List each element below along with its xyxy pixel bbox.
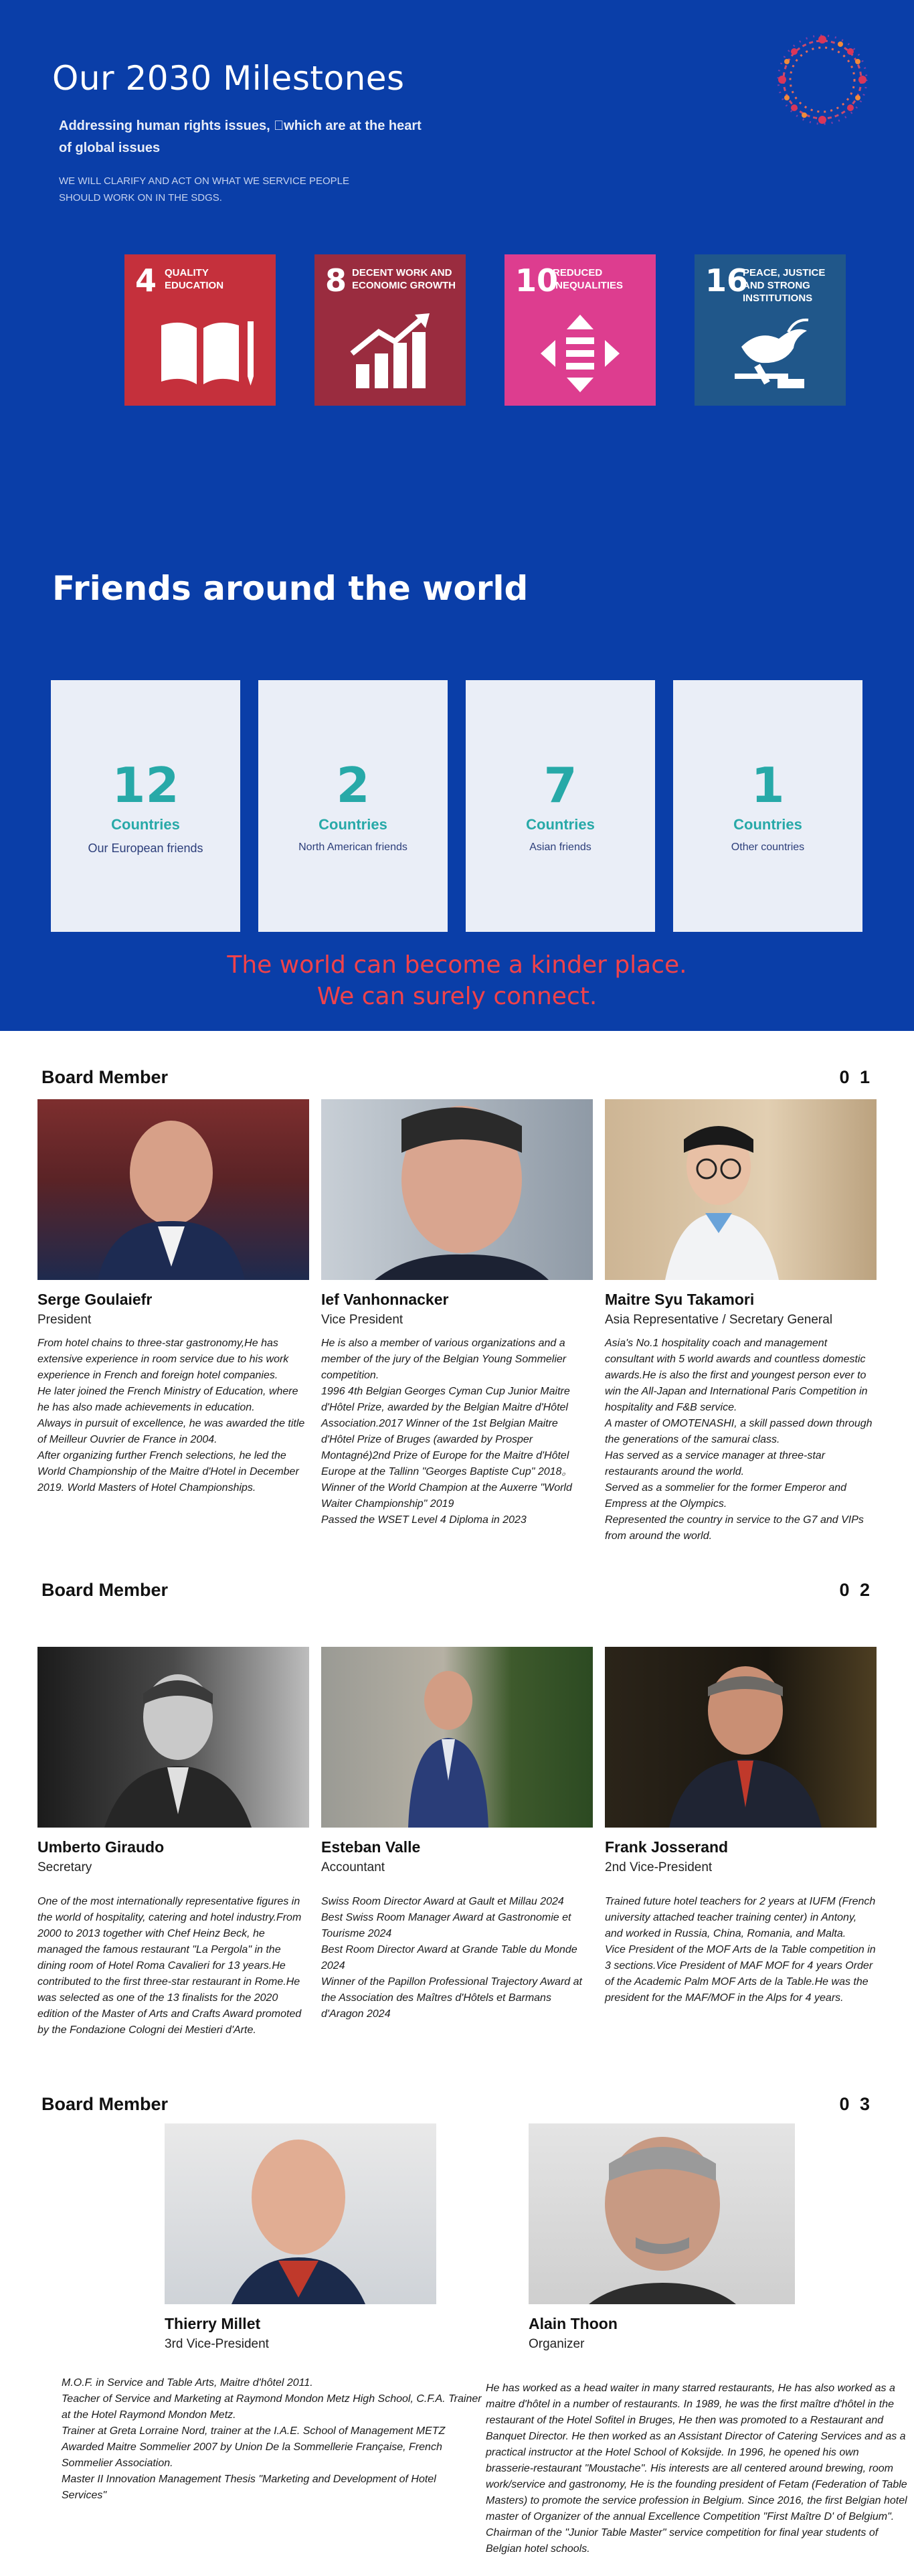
- member-role: President: [37, 1313, 92, 1327]
- board-section-2: [0, 1546, 914, 2061]
- milestones-caption: WE WILL CLARIFY AND ACT ON WHAT WE SERVICE PEOPLE SHOULD WORK ON IN THE SDGS.: [59, 175, 349, 204]
- slogan-line-1: The world can become a kinder place.: [227, 951, 687, 979]
- portrait-silhouette: [529, 2123, 795, 2304]
- stat-count: 7: [543, 757, 577, 813]
- milestones-subtitle: Addressing human rights issues,  which are at the heart of global issues: [59, 118, 422, 155]
- sdg-label: DECENT WORK AND ECONOMIC GROWTH: [352, 267, 456, 291]
- member-photo: [605, 1099, 877, 1280]
- stat-desc: Other countries: [731, 841, 805, 853]
- friends-stats: [51, 680, 862, 932]
- portrait-silhouette: [165, 2123, 436, 2304]
- member-bio: From hotel chains to three-star gastronomy,He has extensive experience in room service due to his work experience in French and foreign hotel companies. He later joined the French Ministry of Education, where he has also made achievements in education. Always in pursuit of excellence, he was awarded the title of Meilleur Ouvrier de France in 2004. After organizing further French selections, he led the World Championship of the Maitre d'Hotel in December 2019. World Masters of Hotel Championships.: [37, 1338, 305, 1494]
- sdg-number: 4: [135, 262, 157, 299]
- member-name: Ief Vanhonnacker: [321, 1291, 449, 1308]
- member-name: Esteban Valle: [321, 1838, 421, 1856]
- floral-wreath-icon: [773, 31, 871, 129]
- member-card: [529, 2123, 795, 2352]
- friends-title: Friends around the world: [52, 569, 529, 608]
- member-name: Umberto Giraudo: [37, 1838, 165, 1856]
- member-card: [605, 1647, 877, 2006]
- milestones-section: [0, 0, 914, 1031]
- member-bio: Swiss Room Director Award at Gault et Millau 2024 Best Swiss Room Manager Award at Gastronomie et Tourisme 2024 Best Room Director Award at Grande Table du Monde 2024 Winner of the Papillon Professional Trajectory Award at the Association des Maîtres d'Hôtels et Barmans d'Aragon 2024: [321, 1896, 582, 2020]
- member-name: Frank Josserand: [605, 1838, 729, 1856]
- sdg-number: 8: [325, 262, 347, 299]
- member-card: [165, 2123, 436, 2352]
- equality-arrows-icon: [505, 312, 656, 395]
- stat-card-asia: [466, 680, 655, 932]
- stat-card-europe: [51, 680, 240, 932]
- portrait-silhouette: [321, 1099, 593, 1280]
- member-bio: M.O.F. in Service and Table Arts, Maitre d'hôtel 2011. Teacher of Service and Marketing at Raymond Mondon Metz High School, C.F.A. Trainer at the Hotel Raymond Mondon Metz. Trainer at Greta Lorraine Nord, trainer at the I.A.E. School of Management METZ Awarded Maitre Sommelier 2007 by Union De la Sommellerie Française, French Sommelier Association. Master II Innovation Management Thesis "Marketing and Development of Hotel Services": [62, 2377, 482, 2501]
- member-role: Accountant: [321, 1860, 385, 1874]
- sdg-label: QUALITY EDUCATION: [165, 267, 224, 291]
- member-photo: [165, 2123, 436, 2304]
- stat-card-other: [673, 680, 862, 932]
- member-card: [37, 1647, 309, 2038]
- sdg-label: PEACE, JUSTICE AND STRONG INSTITUTIONS: [743, 267, 826, 304]
- member-bio: Asia's No.1 hospitality coach and management consultant with 5 world awards and countless domestic awards.He is also the first and youngest person ever to win the All-Japan and International Paris Competition in hospitality and F&B service. A master of OMOTENASHI, a skill passed down through the generations of the samurai class. Has served as a service manager at three-star restaurants around the world. Served as a sommelier for the former Emperor and Empress at the Olympics. Represented the country in service to the G7 and VIPs from around the world.: [605, 1338, 873, 1542]
- open-book-icon: [124, 312, 276, 395]
- member-card: [605, 1099, 877, 1544]
- member-name: Maitre Syu Takamori: [605, 1291, 755, 1308]
- member-role: 2nd Vice-President: [605, 1860, 713, 1874]
- member-card: [321, 1099, 593, 1528]
- member-role: Vice President: [321, 1313, 403, 1327]
- dove-gavel-icon: [695, 312, 846, 395]
- portrait-silhouette: [37, 1099, 309, 1280]
- board-number: 0 3: [839, 2094, 873, 2114]
- member-bio: One of the most internationally representative figures in the world of hospitality, catering and hotel industry.From 2000 to 2013 together with Chef Heinz Beck, he managed the famous restaurant "La Pergola" in the dining room of Hotel Roma Cavalieri for 13 years.He contributed to the first three-star restaurant in Rome.He was selected as one of the 13 finalists for the 2020 edition of the Master of Arts and Crafts Award promoted by the Fondazione Cologni dei Mestieri d'Arte.: [37, 1896, 302, 2036]
- member-bio: He has worked as a head waiter in many starred restaurants, He has also worked as a maitre d'hôtel in a number of restaurants. In 1989, he was the first maître d'hôtel in the restaurant of the Hotel Sofitel in Bruges, He then was promoted to a Restaurant and Banquet Director. He then worked as an Assistant Director of Catering Services and as a practical instructor at the Hotel School of Koksijde. In 1996, he opened his own brasserie-restaurant "Moustache". His interests are all centered around brewing, room work/service and gastronomy, He is the founding president of Fetam (Federation of Table Masters) to promote the service profession in Belgium. Since 2016, the first Belgian hotel master of Organizer of the annual Excellence Competition "First Maître D' of Belgium". Chairman of the "Junior Table Master" service competition for final year students of Belgian hotel schools.: [486, 2383, 907, 2555]
- member-role: 3rd Vice-President: [165, 2337, 269, 2351]
- board-heading: Board Member: [41, 2094, 169, 2114]
- member-photo: [321, 1647, 593, 1828]
- sdg-number: 16: [705, 262, 749, 299]
- board-number: 0 2: [839, 1580, 873, 1600]
- member-card: [37, 1099, 309, 1496]
- sdg-goal-10[interactable]: [505, 254, 656, 406]
- sdg-label: REDUCED INEQUALITIES: [553, 267, 624, 291]
- stat-count: 12: [112, 757, 179, 813]
- slogan: [0, 949, 914, 1012]
- portrait-silhouette: [321, 1647, 593, 1828]
- member-role: Asia Representative / Secretary General: [605, 1313, 833, 1327]
- member-card: [321, 1647, 593, 2022]
- stat-desc: Asian friends: [529, 841, 591, 853]
- board-number: 0 1: [839, 1067, 873, 1087]
- member-photo: [529, 2123, 795, 2304]
- board-section-3: [0, 2061, 914, 2576]
- sdg-goal-16[interactable]: [695, 254, 846, 406]
- stat-count: 2: [336, 757, 370, 813]
- member-bio: Trained future hotel teachers for 2 years at IUFM (French university attached teacher training center) in Antony, and worked in Russia, China, Romania, and Malta. Vice President of the MOF Arts de la Table competition in 3 sections.Vice President of MAF MOF for 4 years Order of the Academic Palm MOF Arts de la Table.He was the president for the MAF/MOF in the Alps for 4 years.: [605, 1896, 876, 2004]
- member-bio: He is also a member of various organizations and a member of the jury of the Belgian Young Sommelier competition. 1996 4th Belgian Georges Cyman Cup Junior Maitre d'Hôtel Prize, awarded by the Belgian Maitre d'Hôtel Association.2017 Winner of the 1st Belgian Maitre d'Hôtel Prize of Bruges (awarded by Prosper Montagné)2nd Prize of Europe for the Maitre d'Hôtel Europe at the Tallinn "Georges Baptiste Cup" 2018。Winner of the World Champion at the Auxerre "World Waiter Championship" 2019 Passed the WSET Level 4 Diploma in 2023: [321, 1338, 573, 1526]
- stat-unit: Countries: [526, 816, 595, 833]
- stat-unit: Countries: [111, 816, 180, 833]
- board-heading: Board Member: [41, 1067, 169, 1087]
- member-name: Alain Thoon: [529, 2315, 618, 2332]
- member-name: Serge Goulaiefr: [37, 1291, 153, 1308]
- growth-chart-icon: [314, 312, 466, 395]
- stat-count: 1: [751, 757, 785, 813]
- stat-desc: North American friends: [298, 841, 407, 853]
- sdg-goal-8[interactable]: [314, 254, 466, 406]
- member-name: Thierry Millet: [165, 2315, 261, 2332]
- sdg-number: 10: [515, 262, 559, 299]
- member-role: Organizer: [529, 2337, 585, 2351]
- portrait-silhouette: [605, 1099, 877, 1280]
- stat-desc: Our European friends: [88, 841, 203, 855]
- stat-card-north-america: [258, 680, 448, 932]
- member-photo: [37, 1099, 309, 1280]
- member-role: Secretary: [37, 1860, 92, 1874]
- stat-unit: Countries: [733, 816, 802, 833]
- slogan-line-2: We can surely connect.: [316, 983, 598, 1010]
- sdg-goal-4[interactable]: [124, 254, 276, 406]
- milestones-title: Our 2030 Milestones: [52, 59, 405, 98]
- portrait-silhouette: [605, 1647, 877, 1828]
- stat-unit: Countries: [318, 816, 387, 833]
- sdg-goals: [124, 254, 846, 406]
- board-heading: Board Member: [41, 1580, 169, 1600]
- member-photo: [37, 1647, 309, 1828]
- portrait-silhouette: [37, 1647, 309, 1828]
- member-photo: [605, 1647, 877, 1828]
- member-photo: [321, 1099, 593, 1280]
- board-section-1: [0, 1031, 914, 1546]
